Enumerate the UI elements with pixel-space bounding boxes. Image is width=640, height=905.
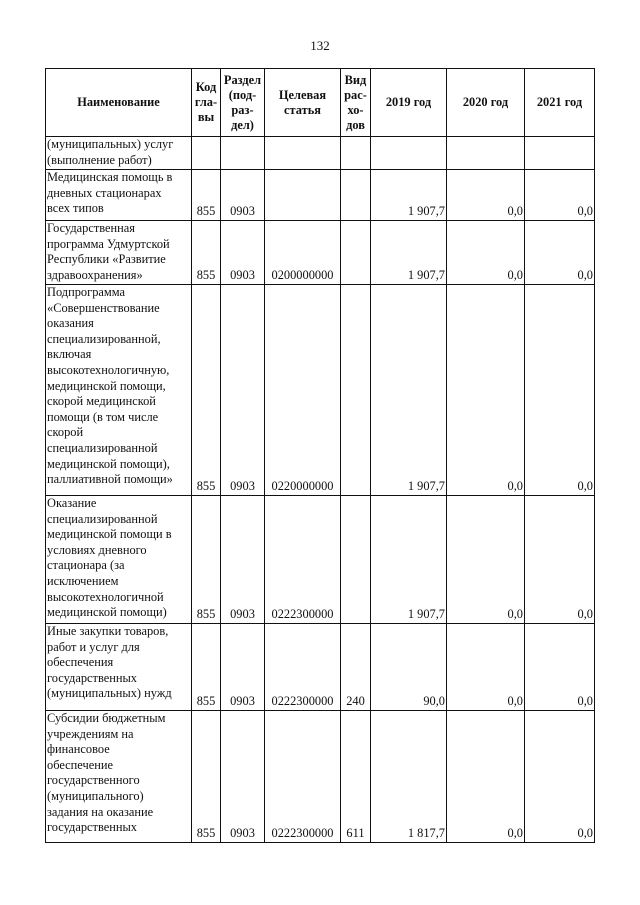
cell-y2019: 1 907,7 <box>371 285 447 496</box>
row-name: Субсидии бюджетным учреждениям на финансовое обеспечение государственного (муниципального) задания на оказание государственных <box>46 711 192 843</box>
header-name: Наименование <box>46 69 192 137</box>
header-vid: Вид рас- хо- дов <box>341 69 371 137</box>
cell-y2020: 0,0 <box>447 496 525 624</box>
cell-y2020 <box>447 137 525 170</box>
header-statya: Целевая статья <box>265 69 341 137</box>
cell-statya: 0222300000 <box>265 624 341 711</box>
cell-y2020: 0,0 <box>447 221 525 285</box>
header-2020: 2020 год <box>447 69 525 137</box>
cell-glava: 855 <box>192 285 221 496</box>
table-row <box>46 137 595 170</box>
row-name: (муниципальных) услуг (выполнение работ) <box>46 137 192 170</box>
cell-y2019: 1 907,7 <box>371 170 447 221</box>
cell-y2019: 1 907,7 <box>371 221 447 285</box>
cell-statya: 0200000000 <box>265 221 341 285</box>
cell-glava: 855 <box>192 170 221 221</box>
cell-glava: 855 <box>192 624 221 711</box>
cell-vid <box>341 496 371 624</box>
cell-razdel <box>221 137 265 170</box>
table-row <box>46 170 595 221</box>
cell-glava: 855 <box>192 221 221 285</box>
table-row <box>46 711 595 843</box>
cell-razdel: 0903 <box>221 170 265 221</box>
cell-vid <box>341 137 371 170</box>
header-razdel: Раздел (под- раз- дел) <box>221 69 265 137</box>
cell-y2021: 0,0 <box>525 221 595 285</box>
cell-glava <box>192 137 221 170</box>
cell-y2020: 0,0 <box>447 711 525 843</box>
cell-y2021: 0,0 <box>525 496 595 624</box>
budget-table <box>45 68 595 843</box>
cell-vid <box>341 221 371 285</box>
table-row <box>46 221 595 285</box>
cell-y2019: 1 907,7 <box>371 496 447 624</box>
cell-vid: 240 <box>341 624 371 711</box>
cell-y2019: 1 817,7 <box>371 711 447 843</box>
row-name: Государственная программа Удмуртской Республики «Развитие здравоохранения» <box>46 221 192 285</box>
table-row <box>46 285 595 496</box>
row-name: Подпрограмма «Совершенствование оказания специализированной, включая высокотехнологичную, медицинской помощи, скорой медицинской помощи (в том числе скорой специализированной медицинской помощи), паллиативной помощи» <box>46 285 192 496</box>
cell-vid <box>341 170 371 221</box>
row-name: Иные закупки товаров, работ и услуг для обеспечения государственных (муниципальных) нужд <box>46 624 192 711</box>
page-number: 132 <box>310 38 330 53</box>
cell-razdel: 0903 <box>221 711 265 843</box>
cell-statya: 0220000000 <box>265 285 341 496</box>
table-row <box>46 624 595 711</box>
row-name: Оказание специализированной медицинской помощи в условиях дневного стационара (за исключением высокотехнологичной медицинской помощи) <box>46 496 192 624</box>
cell-razdel: 0903 <box>221 285 265 496</box>
cell-y2021: 0,0 <box>525 711 595 843</box>
cell-glava: 855 <box>192 496 221 624</box>
cell-razdel: 0903 <box>221 496 265 624</box>
cell-y2020: 0,0 <box>447 624 525 711</box>
row-name: Медицинская помощь в дневных стационарах всех типов <box>46 170 192 221</box>
cell-y2019: 90,0 <box>371 624 447 711</box>
cell-y2021 <box>525 137 595 170</box>
header-2021: 2021 год <box>525 69 595 137</box>
header-glava: Код гла- вы <box>192 69 221 137</box>
cell-y2021: 0,0 <box>525 285 595 496</box>
cell-statya: 0222300000 <box>265 711 341 843</box>
cell-glava: 855 <box>192 711 221 843</box>
table-row <box>46 496 595 624</box>
header-2019: 2019 год <box>371 69 447 137</box>
cell-y2020: 0,0 <box>447 170 525 221</box>
cell-y2020: 0,0 <box>447 285 525 496</box>
cell-statya <box>265 170 341 221</box>
cell-razdel: 0903 <box>221 221 265 285</box>
cell-y2021: 0,0 <box>525 624 595 711</box>
cell-statya <box>265 137 341 170</box>
header-row <box>46 69 595 137</box>
cell-vid: 611 <box>341 711 371 843</box>
cell-y2019 <box>371 137 447 170</box>
cell-vid <box>341 285 371 496</box>
cell-y2021: 0,0 <box>525 170 595 221</box>
cell-statya: 0222300000 <box>265 496 341 624</box>
cell-razdel: 0903 <box>221 624 265 711</box>
